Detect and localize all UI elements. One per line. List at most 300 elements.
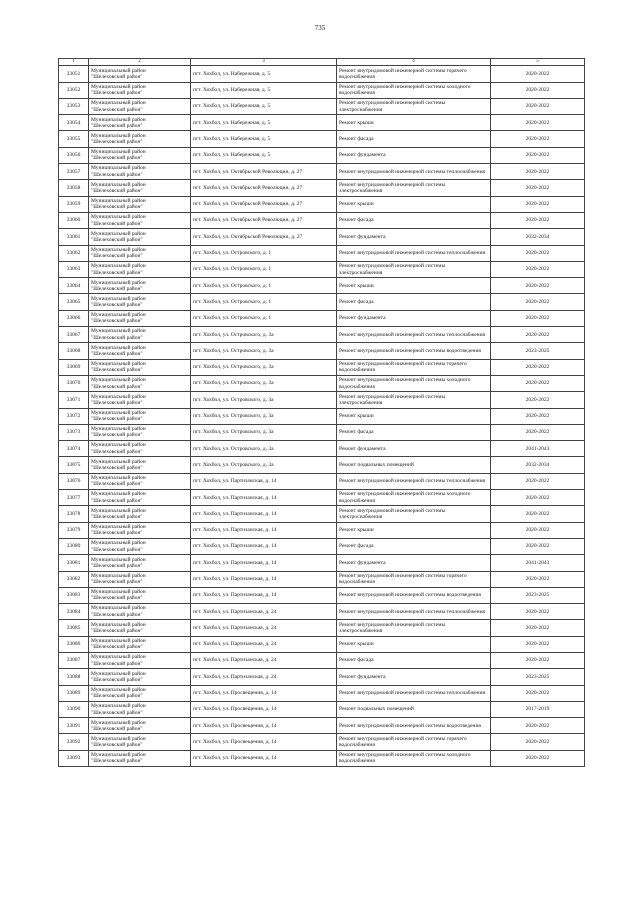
municipality-cell [89,180,191,196]
municipality-line-1: Муниципальный район [91,328,146,335]
municipality-cell [89,66,191,82]
municipality-line-2: "Шелеховский район" [91,513,143,520]
period-cell: 2020-2022 [491,147,585,163]
row-number-cell: 33052 [59,82,89,98]
municipality-line-2: "Шелеховский район" [91,530,143,537]
row-number-cell: 33076 [59,473,89,489]
address-cell: пгт. Хохбол, ул. Просвещения, д. 14 [191,750,337,766]
table-row [59,66,585,82]
table-row [59,522,585,538]
municipality-line-2: "Шелеховский район" [91,90,143,97]
municipality-line-1: Муниципальный район [91,165,146,172]
municipality-cell [89,424,191,440]
municipality-line-2: "Шелеховский район" [91,660,143,667]
column-header: 4 [337,59,491,66]
work-type-cell: Ремонт внутридомовой инженерной системы теплоснабжения [337,164,491,180]
municipality-cell [89,604,191,620]
municipality-line-2: "Шелеховский район" [91,676,143,683]
municipality-line-1: Муниципальный район [91,638,146,645]
table-row [59,685,585,701]
period-cell: 2020-2022 [491,490,585,506]
table-row [59,750,585,766]
municipality-line-2: "Шелеховский район" [91,73,143,80]
municipality-line-1: Муниципальный район [91,214,146,221]
work-type-cell: Ремонт внутридомовой инженерной системы электроснабжения [337,620,491,636]
address-cell: пгт. Хохбол, ул. Просвещения, д. 14 [191,701,337,717]
municipality-cell [89,636,191,652]
municipality-line-1: Муниципальный район [91,279,146,286]
row-number-cell: 33083 [59,587,89,603]
table-row [59,620,585,636]
municipality-line-1: Муниципальный район [91,100,146,107]
work-type-cell: Ремонт внутридомовой инженерной системы горячего водоснабжения [337,571,491,587]
work-type-cell: Ремонт фундамента [337,669,491,685]
table-row [59,164,585,180]
work-type-cell: Ремонт фасада [337,294,491,310]
work-type-cell: Ремонт крыши [337,636,491,652]
work-type-cell: Ремонт крыши [337,196,491,212]
municipality-line-1: Муниципальный район [91,572,146,579]
table-row [59,115,585,131]
address-cell: пгт. Хохбол, ул. Набережная, д. 5 [191,131,337,147]
address-cell: пгт. Хохбол, ул. Партизанская, д. 14 [191,538,337,554]
work-type-cell: Ремонт фасада [337,538,491,554]
row-number-cell: 33082 [59,571,89,587]
municipality-line-2: "Шелеховский район" [91,481,143,488]
municipality-line-2: "Шелеховский район" [91,122,143,129]
municipality-cell [89,310,191,326]
column-header: 2 [89,59,191,66]
work-type-cell: Ремонт фасада [337,212,491,228]
period-cell: 2032-2034 [491,457,585,473]
row-number-cell: 33080 [59,538,89,554]
period-cell: 2032-2034 [491,229,585,245]
table-row [59,294,585,310]
address-cell: пгт. Хохбол, ул. Островского, д. 3а [191,408,337,424]
municipality-line-1: Муниципальный район [91,198,146,205]
period-cell: 2020-2022 [491,180,585,196]
period-cell: 2020-2022 [491,131,585,147]
table-row [59,359,585,375]
municipality-line-2: "Шелеховский район" [91,448,143,455]
municipality-line-1: Муниципальный район [91,686,146,693]
table-row [59,180,585,196]
municipality-line-1: Муниципальный район [91,83,146,90]
table-row [59,555,585,571]
municipality-cell [89,261,191,277]
municipality-line-1: Муниципальный район [91,735,146,742]
period-cell: 2020-2022 [491,734,585,750]
municipality-line-2: "Шелеховский район" [91,628,143,635]
period-cell: 2041-2043 [491,555,585,571]
row-number-cell: 33081 [59,555,89,571]
row-number-cell: 33091 [59,718,89,734]
period-cell: 2020-2022 [491,408,585,424]
municipality-line-1: Муниципальный район [91,263,146,270]
municipality-line-1: Муниципальный район [91,654,146,661]
municipality-cell [89,718,191,734]
period-cell: 2023-2025 [491,343,585,359]
municipality-line-1: Муниципальный район [91,507,146,514]
row-number-cell: 33056 [59,147,89,163]
table-row [59,212,585,228]
row-number-cell: 33090 [59,701,89,717]
address-cell: пгт. Хохбол, ул. Островского, д. 3а [191,359,337,375]
municipality-line-2: "Шелеховский район" [91,253,143,260]
table-row [59,408,585,424]
municipality-line-1: Муниципальный район [91,556,146,563]
address-cell: пгт. Хохбол, ул. Партизанская, д. 14 [191,587,337,603]
period-cell: 2020-2022 [491,196,585,212]
municipality-line-1: Муниципальный район [91,344,146,351]
period-cell: 2020-2022 [491,310,585,326]
municipality-cell [89,473,191,489]
table-row [59,278,585,294]
municipality-line-2: "Шелеховский район" [91,693,143,700]
municipality-cell [89,131,191,147]
address-cell: пгт. Хохбол, ул. Октябрьской Революции, д. 27 [191,164,337,180]
municipality-line-1: Муниципальный район [91,475,146,482]
period-cell: 2020-2022 [491,538,585,554]
work-type-cell: Ремонт внутридомовой инженерной системы электроснабжения [337,506,491,522]
period-cell: 2020-2022 [491,620,585,636]
municipality-cell [89,294,191,310]
work-type-cell: Ремонт крыши [337,278,491,294]
municipality-line-1: Муниципальный район [91,426,146,433]
table-row [59,734,585,750]
work-type-cell: Ремонт фасада [337,424,491,440]
address-cell: пгт. Хохбол, ул. Партизанская, д. 14 [191,506,337,522]
table-row [59,261,585,277]
address-cell: пгт. Хохбол, ул. Октябрьской Революции, д. 27 [191,196,337,212]
row-number-cell: 33086 [59,636,89,652]
period-cell: 2020-2022 [491,212,585,228]
municipality-line-1: Муниципальный район [91,295,146,302]
work-type-cell: Ремонт внутридомовой инженерной системы теплоснабжения [337,245,491,261]
work-type-cell: Ремонт внутридомовой инженерной системы водоотведения [337,343,491,359]
municipality-line-1: Муниципальный район [91,491,146,498]
table-row [59,343,585,359]
address-cell: пгт. Хохбол, ул. Островского, д. 3а [191,375,337,391]
period-cell: 2020-2022 [491,66,585,82]
period-cell: 2020-2022 [491,750,585,766]
work-type-cell: Ремонт внутридомовой инженерной системы водоотведения [337,587,491,603]
work-type-cell: Ремонт фундамента [337,229,491,245]
period-cell: 2020-2022 [491,278,585,294]
period-cell: 2020-2022 [491,473,585,489]
table-row [59,392,585,408]
municipality-line-2: "Шелеховский район" [91,579,143,586]
address-cell: пгт. Хохбол, ул. Партизанская, д. 24 [191,604,337,620]
municipality-line-1: Муниципальный район [91,458,146,465]
address-cell: пгт. Хохбол, ул. Набережная, д. 5 [191,98,337,114]
row-number-cell: 33051 [59,66,89,82]
table-row [59,424,585,440]
address-cell: пгт. Хохбол, ул. Просвещения, д. 14 [191,718,337,734]
municipality-cell [89,147,191,163]
period-cell: 2020-2022 [491,685,585,701]
municipality-line-2: "Шелеховский район" [91,302,143,309]
table-row [59,245,585,261]
row-number-cell: 33068 [59,343,89,359]
row-number-cell: 33061 [59,229,89,245]
table-row [59,506,585,522]
address-cell: пгт. Хохбол, ул. Островского, д. 1 [191,278,337,294]
municipality-line-2: "Шелеховский район" [91,204,143,211]
municipality-line-2: "Шелеховский район" [91,595,143,602]
row-number-cell: 33067 [59,327,89,343]
work-type-cell: Ремонт внутридомовой инженерной системы теплоснабжения [337,473,491,489]
municipality-line-1: Муниципальный район [91,360,146,367]
table-body [59,66,585,767]
address-cell: пгт. Хохбол, ул. Октябрьской Революции, д. 27 [191,212,337,228]
municipality-cell [89,115,191,131]
municipality-cell [89,327,191,343]
period-cell: 2020-2022 [491,327,585,343]
work-type-cell: Ремонт внутридомовой инженерной системы горячего водоснабжения [337,359,491,375]
address-cell: пгт. Хохбол, ул. Набережная, д. 5 [191,147,337,163]
municipality-line-2: "Шелеховский район" [91,188,143,195]
work-type-cell: Ремонт крыши [337,522,491,538]
municipality-cell [89,734,191,750]
row-number-cell: 33055 [59,131,89,147]
period-cell: 2041-2043 [491,441,585,457]
work-type-cell: Ремонт внутридомовой инженерной системы горячего водоснабжения [337,66,491,82]
municipality-cell [89,98,191,114]
municipality-line-1: Муниципальный район [91,523,146,530]
work-type-cell: Ремонт крыши [337,408,491,424]
address-cell: пгт. Хохбол, ул. Островского, д. 3а [191,457,337,473]
period-cell: 2020-2022 [491,424,585,440]
municipality-line-1: Муниципальный район [91,703,146,710]
row-number-cell: 33087 [59,652,89,668]
address-cell: пгт. Хохбол, ул. Набережная, д. 5 [191,82,337,98]
table-row [59,310,585,326]
table-row [59,441,585,457]
municipality-line-2: "Шелеховский район" [91,220,143,227]
municipality-cell [89,212,191,228]
municipality-cell [89,408,191,424]
table-row [59,604,585,620]
municipality-cell [89,506,191,522]
municipality-line-2: "Шелеховский район" [91,465,143,472]
period-cell: 2020-2022 [491,98,585,114]
municipality-line-2: "Шелеховский район" [91,350,143,357]
period-cell: 2020-2022 [491,82,585,98]
municipality-line-2: "Шелеховский район" [91,334,143,341]
municipality-line-1: Муниципальный район [91,149,146,156]
table-row [59,98,585,114]
row-number-cell: 33092 [59,734,89,750]
column-header: 5 [491,59,585,66]
address-cell: пгт. Хохбол, ул. Просвещения, д. 14 [191,685,337,701]
municipality-line-2: "Шелеховский район" [91,725,143,732]
municipality-line-2: "Шелеховский район" [91,562,143,569]
municipality-line-2: "Шелеховский район" [91,416,143,423]
address-cell: пгт. Хохбол, ул. Островского, д. 3а [191,424,337,440]
period-cell: 2020-2022 [491,571,585,587]
municipality-line-2: "Шелеховский район" [91,644,143,651]
municipality-line-1: Муниципальный район [91,442,146,449]
municipality-cell [89,278,191,294]
period-cell: 2020-2022 [491,261,585,277]
row-number-cell: 33058 [59,180,89,196]
period-cell: 2020-2022 [491,506,585,522]
address-cell: пгт. Хохбол, ул. Партизанская, д. 24 [191,669,337,685]
row-number-cell: 33069 [59,359,89,375]
table-header-row [59,59,585,66]
work-type-cell: Ремонт фасада [337,131,491,147]
address-cell: пгт. Хохбол, ул. Октябрьской Революции, д. 27 [191,229,337,245]
municipality-line-2: "Шелеховский район" [91,399,143,406]
work-type-cell: Ремонт внутридомовой инженерной системы холодного водоснабжения [337,750,491,766]
work-type-cell: Ремонт внутридомовой инженерной системы теплоснабжения [337,685,491,701]
municipality-line-1: Муниципальный район [91,377,146,384]
municipality-line-1: Муниципальный район [91,589,146,596]
period-cell: 2020-2022 [491,245,585,261]
work-type-cell: Ремонт внутридомовой инженерной системы холодного водоснабжения [337,82,491,98]
table-row [59,538,585,554]
row-number-cell: 33089 [59,685,89,701]
row-number-cell: 33059 [59,196,89,212]
work-type-cell: Ремонт внутридомовой инженерной системы горячего водоснабжения [337,734,491,750]
municipality-line-1: Муниципальный район [91,246,146,253]
municipality-line-2: "Шелеховский район" [91,139,143,146]
row-number-cell: 33079 [59,522,89,538]
municipality-cell [89,701,191,717]
municipality-cell [89,652,191,668]
work-type-cell: Ремонт фундамента [337,310,491,326]
address-cell: пгт. Хохбол, ул. Островского, д. 1 [191,310,337,326]
row-number-cell: 33075 [59,457,89,473]
municipality-line-1: Муниципальный район [91,540,146,547]
table-row [59,229,585,245]
table-row [59,571,585,587]
table-row [59,375,585,391]
period-cell: 2020-2022 [491,652,585,668]
municipality-line-1: Муниципальный район [91,409,146,416]
municipality-line-1: Муниципальный район [91,230,146,237]
municipality-line-2: "Шелеховский район" [91,742,143,749]
work-type-cell: Ремонт внутридомовой инженерной системы холодного водоснабжения [337,490,491,506]
municipality-line-1: Муниципальный район [91,132,146,139]
period-cell: 2020-2022 [491,294,585,310]
work-type-cell: Ремонт подвальных помещений [337,457,491,473]
row-number-cell: 33084 [59,604,89,620]
municipality-line-2: "Шелеховский район" [91,497,143,504]
row-number-cell: 33054 [59,115,89,131]
period-cell: 2020-2022 [491,604,585,620]
row-number-cell: 33062 [59,245,89,261]
table-row [59,636,585,652]
period-cell: 2020-2022 [491,164,585,180]
row-number-cell: 33085 [59,620,89,636]
row-number-cell: 33093 [59,750,89,766]
table-row [59,196,585,212]
table-row [59,82,585,98]
work-type-cell: Ремонт внутридомовой инженерной системы теплоснабжения [337,327,491,343]
municipality-cell [89,538,191,554]
municipality-cell [89,441,191,457]
table-row [59,718,585,734]
row-number-cell: 33065 [59,294,89,310]
table-row [59,652,585,668]
address-cell: пгт. Хохбол, ул. Партизанская, д. 24 [191,636,337,652]
period-cell: 2020-2022 [491,392,585,408]
row-number-cell: 33071 [59,392,89,408]
municipality-line-2: "Шелеховский район" [91,171,143,178]
address-cell: пгт. Хохбол, ул. Островского, д. 3а [191,392,337,408]
table-row [59,473,585,489]
municipality-cell [89,457,191,473]
address-cell: пгт. Хохбол, ул. Набережная, д. 5 [191,115,337,131]
address-cell: пгт. Хохбол, ул. Партизанская, д. 14 [191,522,337,538]
work-type-cell: Ремонт фундамента [337,441,491,457]
municipality-cell [89,359,191,375]
row-number-cell: 33060 [59,212,89,228]
municipality-line-2: "Шелеховский район" [91,709,143,716]
work-type-cell: Ремонт фасада [337,652,491,668]
address-cell: пгт. Хохбол, ул. Партизанская, д. 14 [191,555,337,571]
municipality-line-2: "Шелеховский район" [91,269,143,276]
period-cell: 2020-2022 [491,115,585,131]
address-cell: пгт. Хохбол, ул. Островского, д. 3а [191,327,337,343]
municipality-cell [89,555,191,571]
work-type-cell: Ремонт внутридомовой инженерной системы электроснабжения [337,98,491,114]
table-row [59,490,585,506]
municipality-line-1: Муниципальный район [91,393,146,400]
municipality-cell [89,685,191,701]
address-cell: пгт. Хохбол, ул. Островского, д. 1 [191,261,337,277]
work-type-cell: Ремонт фундамента [337,147,491,163]
municipality-cell [89,229,191,245]
address-cell: пгт. Хохбол, ул. Островского, д. 1 [191,294,337,310]
municipality-line-1: Муниципальный район [91,181,146,188]
work-type-cell: Ремонт внутридомовой инженерной системы водоотведения [337,718,491,734]
period-cell: 2020-2022 [491,636,585,652]
work-type-cell: Ремонт внутридомовой инженерной системы электроснабжения [337,180,491,196]
municipality-line-1: Муниципальный район [91,67,146,74]
period-cell: 2020-2022 [491,718,585,734]
table-row [59,587,585,603]
period-cell: 2020-2022 [491,375,585,391]
municipality-cell [89,164,191,180]
work-type-cell: Ремонт внутридомовой инженерной системы электроснабжения [337,392,491,408]
municipality-cell [89,490,191,506]
municipality-cell [89,82,191,98]
address-cell: пгт. Хохбол, ул. Партизанская, д. 14 [191,473,337,489]
municipality-line-2: "Шелеховский район" [91,432,143,439]
municipality-line-2: "Шелеховский район" [91,236,143,243]
address-cell: пгт. Хохбол, ул. Партизанская, д. 14 [191,490,337,506]
row-number-cell: 33077 [59,490,89,506]
address-cell: пгт. Хохбол, ул. Партизанская, д. 14 [191,571,337,587]
column-header: 3 [191,59,337,66]
row-number-cell: 33073 [59,424,89,440]
municipality-cell [89,375,191,391]
table-row [59,147,585,163]
municipality-line-2: "Шелеховский район" [91,318,143,325]
row-number-cell: 33064 [59,278,89,294]
period-cell: 2023-2025 [491,669,585,685]
row-number-cell: 33088 [59,669,89,685]
row-number-cell: 33066 [59,310,89,326]
municipality-cell [89,522,191,538]
page-number: 735 [314,24,326,32]
address-cell: пгт. Хохбол, ул. Островского, д. 3а [191,343,337,359]
municipality-line-1: Муниципальный район [91,670,146,677]
row-number-cell: 33074 [59,441,89,457]
